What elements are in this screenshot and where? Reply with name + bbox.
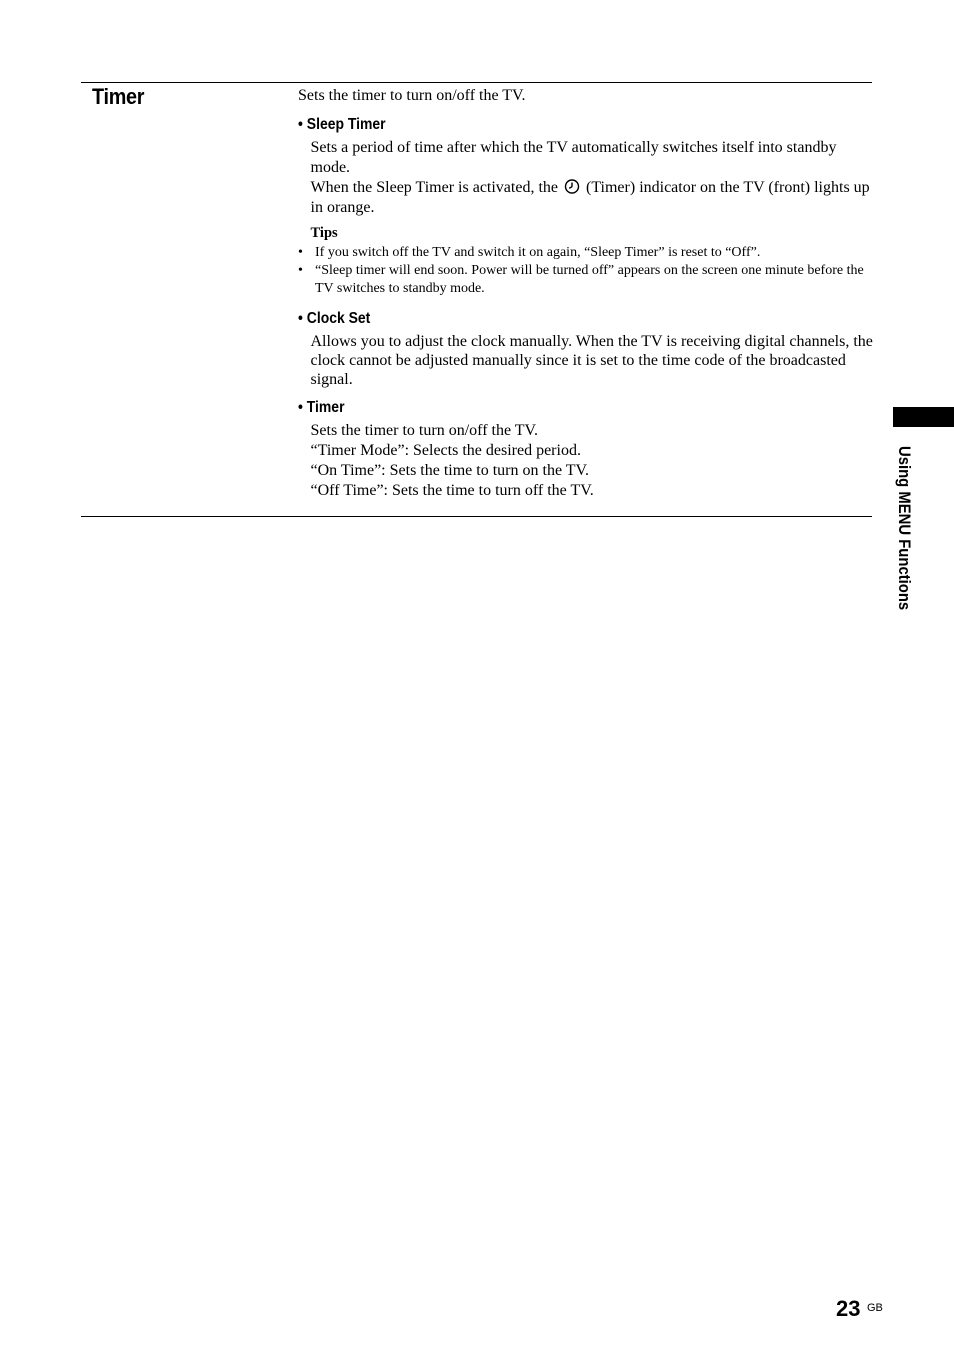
item-body — [298, 421, 873, 501]
list-item: • If you switch off the TV and switch it on again, “Sleep Timer” is reset to “Off”. — [298, 245, 761, 260]
item-line: “Off Time”: Sets the time to turn off the TV. — [310, 482, 594, 499]
bottom-rule — [81, 516, 872, 517]
item-paragraph: Sets a period of time after which the TV automatically switches itself into standby mode. — [310, 139, 837, 176]
item-paragraph — [311, 178, 874, 218]
item-timer — [298, 398, 873, 501]
tips-list — [298, 244, 873, 298]
item-heading: • Sleep Timer — [298, 116, 386, 133]
item-body — [298, 332, 873, 389]
clock-icon — [564, 178, 580, 194]
item-body — [298, 138, 873, 218]
top-rule — [81, 82, 872, 83]
tip-text: “Sleep timer will end soon. Power will be turned off” appears on the screen one minute before the TV switches to standby mode. — [315, 263, 864, 296]
item-heading: • Clock Set — [298, 310, 371, 327]
text-fragment: (Timer) indicator on the TV (front) lights up in orange. — [310, 179, 870, 216]
item-line: Sets the timer to turn on/off the TV. — [310, 422, 539, 439]
section-content — [298, 86, 873, 501]
tip-text: If you switch off the TV and switch it on again, “Sleep Timer” is reset to “Off”. — [315, 245, 761, 260]
item-heading: • Timer — [298, 399, 345, 416]
tips-label: Tips — [310, 225, 338, 241]
item-paragraph: Allows you to adjust the clock manually. When the TV is receiving digital channels, the clock cannot be adjusted manually since it is set to the time code of the broadcasted signal. — [310, 333, 873, 388]
sidebar-tab-marker — [893, 407, 954, 427]
page-number: 23 — [836, 1296, 861, 1321]
item-line: “Timer Mode”: Selects the desired period. — [310, 442, 581, 459]
item-sleep-timer — [298, 115, 873, 298]
item-line: “On Time”: Sets the time to turn on the TV. — [310, 462, 590, 479]
page-region-suffix: GB — [867, 1302, 883, 1314]
list-item: • “Sleep timer will end soon. Power will be turned off” appears on the screen one minute before the TV switches to standby mode. — [298, 263, 864, 296]
section-title: Timer — [92, 84, 145, 109]
item-clock-set — [298, 309, 873, 389]
sidebar-chapter-label: Using MENU Functions — [895, 446, 913, 611]
section-intro: Sets the timer to turn on/off the TV. — [298, 87, 526, 104]
text-fragment: When the Sleep Timer is activated, the — [310, 179, 562, 196]
